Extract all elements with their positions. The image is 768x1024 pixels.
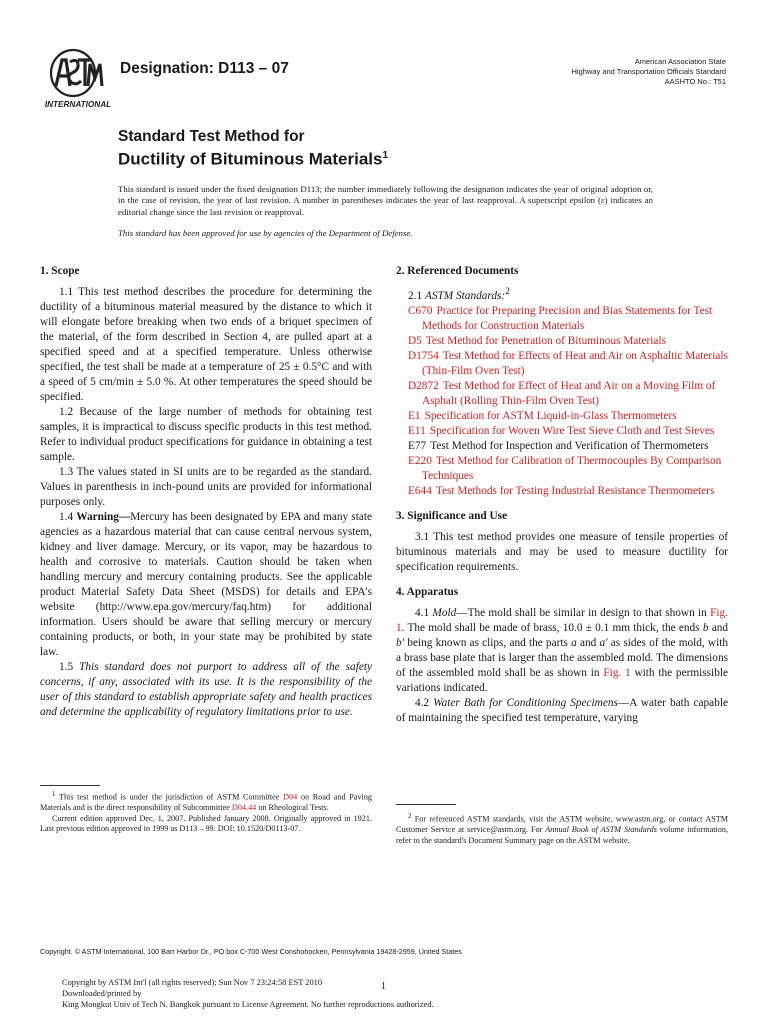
license-line: Downloaded/printed by	[62, 989, 142, 998]
aashto-block	[506, 57, 726, 87]
text: being known as clips, and the parts	[407, 636, 568, 649]
paragraph-1-1: 1.1 This test method describes the procedure for determining the ductility of a bituminous material measured by the distance to which it will elongate before breaking when two ends of a briquet specimen of the material, of the form described in Section 4, are pulled apart at a specified speed and at a specified temperature. Unless otherwise specified, the test shall be made at a temperature of 25 ± 0.5°C and with a speed of 5 cm/min ± 5.0 %. At other temperatures the speed should be specified.	[40, 286, 372, 403]
reference-item	[396, 454, 728, 484]
safety-notice: This standard does not purport to address all of the safety concerns, if any, associated with its use. It is the responsibility of the user of this standard to establish appropriate safety and health practices and determine the applicability of regulatory limitations prior to use.	[40, 661, 372, 718]
footnote-text: on Rheological Tests.	[258, 803, 329, 813]
footnote-1	[40, 790, 372, 835]
text: volume information, refer to the standard's Document Summary page on the ASTM website.	[396, 825, 729, 845]
text: with the permissible variations indicated.	[396, 666, 728, 694]
para-number: 1.5	[59, 661, 74, 673]
astm-standards-label	[396, 285, 728, 304]
issued-notice: This standard is issued under the fixed designation D113; the number immediately following the designation indicates the year of original adoption or, in the case of revision, the year of last revision. A number in parentheses indicates the year of last reapproval. A superscript epsilon (ε) indicates an editorial change since the last revision or reapproval.	[118, 184, 653, 217]
reference-code[interactable]: D5	[408, 334, 422, 347]
text: For referenced ASTM standards, visit the ASTM website, www.astm.org, or contact ASTM Customer Service at service@astm.org. For	[396, 814, 729, 835]
reference-code[interactable]: D1754	[408, 349, 439, 362]
text: and	[579, 636, 597, 649]
paragraph-1-2: 1.2 Because of the large number of methods for obtaining test samples, it is impractical to discuss specific products in this test method. Refer to individual product specifications for guidance in obtaining a test sample.	[40, 406, 372, 463]
para-number: 4.1	[415, 606, 430, 619]
reference-item	[396, 379, 728, 409]
paragraph-4-1	[396, 606, 728, 696]
para-number: 1.4	[59, 511, 74, 523]
reference-title[interactable]: Specification for Woven Wire Test Sieve Cloth and Test Sieves	[429, 424, 715, 437]
license-line: Copyright by ASTM Int'l (all rights reserved); Sun Nov 7 23:24:58 EST 2010	[62, 978, 323, 987]
figure-link[interactable]: Fig. 1	[603, 666, 631, 679]
committee-link[interactable]: D04	[283, 792, 298, 802]
para-number: 4.2	[415, 696, 430, 709]
subcommittee-link[interactable]: D04.44	[231, 803, 257, 813]
para-number: 2.1	[408, 289, 423, 302]
reference-item	[396, 484, 728, 499]
text: . The mold shall be made of brass, 10.0 ± 0.1 mm thick, the ends	[401, 621, 700, 634]
reference-code[interactable]: E1	[408, 409, 421, 422]
reference-title[interactable]: Specification for ASTM Liquid-in-Glass Thermometers	[424, 409, 677, 422]
footnote-2	[396, 812, 728, 846]
text: and	[711, 621, 728, 634]
reference-item	[396, 424, 728, 439]
warning-text: Mercury has been designated by EPA and many state agencies as a hazardous material that can cause central nervous system, kidney and liver damage. Mercury, or its vapor, may be hazardous to health and corrosive to materials. Caution should be taken when handling mercury and mercury containing products. See the applicable product Material Safety Data Sheet (MSDS) for details and EPA's website (http://www.epa.gov/mercury/faq.htm) for additional information. Users should be aware that selling mercury or mercury containing products, or both, in your state may be prohibited by state law.	[40, 511, 372, 658]
title-line-2	[118, 146, 388, 170]
paragraph-3-1: 3.1 This test method provides one measure of tensile properties of bituminous materials and may be used to measure ductility for specification requirements.	[396, 530, 728, 573]
figure-link[interactable]: Fig. 1	[396, 606, 728, 634]
section-heading-significance: 3. Significance and Use	[396, 509, 508, 522]
mold-label: Mold	[432, 606, 457, 619]
paragraph-4-2	[396, 696, 728, 726]
reference-list	[396, 304, 728, 499]
reference-title: Test Method for Inspection and Verification of Thermometers	[430, 439, 709, 452]
var-a-prime: a′	[599, 636, 608, 649]
reference-item	[396, 439, 728, 454]
footnote-text: on Road and Paving Materials and is the direct responsibility of Subcommittee	[40, 792, 373, 813]
sub-label: ASTM Standards:	[424, 289, 506, 302]
paragraph-1-4	[40, 510, 372, 660]
footnote-rule-right	[396, 804, 456, 805]
reference-code: E77	[408, 439, 427, 452]
dod-approval: This standard has been approved for use by agencies of the Department of Defense.	[118, 228, 413, 238]
section-heading-referenced: 2. Referenced Documents	[396, 265, 519, 277]
footnote-rule-left	[40, 785, 100, 786]
aashto-line: AASHTO No.: T51	[664, 77, 726, 86]
astm-logo	[40, 48, 116, 110]
warning-label: Warning—	[76, 511, 131, 523]
reference-code[interactable]: D2872	[408, 379, 439, 392]
copyright-line: Copyright. © ASTM International, 100 Barr Harbor Dr., PO box C-700 West Conshohocken, Pennsylvania 19428-2959, United States	[40, 947, 462, 956]
aashto-line: American Association State	[634, 57, 726, 66]
logo-wordmark: INTERNATIONAL	[44, 100, 112, 109]
footnote-mark: 1	[52, 791, 56, 798]
paragraph-1-3: 1.3 The values stated in SI units are to be regarded as the standard. Values in parenthesis in inch-pound units are provided for informational purposes only.	[40, 466, 372, 508]
reference-code[interactable]: C670	[408, 304, 433, 317]
annual-book-title: Annual Book of ASTM Standards	[545, 825, 657, 835]
title-footnote-mark: 1	[382, 150, 389, 161]
var-b: b	[702, 621, 709, 634]
reference-title[interactable]: Test Method for Effect of Heat and Air on a Moving Film of Asphalt (Rolling Thin-Film Oven Test)	[422, 379, 716, 407]
text: as sides of the mold, with a brass base plate that is larger than the assembled mold. The dimensions of the assembled mold shall be as shown in	[396, 636, 729, 679]
text: —A water bath capable of maintaining the specified test temperature, varying	[396, 696, 728, 724]
title-text: Ductility of Bituminous Materials	[118, 149, 383, 169]
section-heading-apparatus: 4. Apparatus	[396, 585, 459, 598]
reference-title[interactable]: Test Method for Penetration of Bituminous Materials	[425, 334, 666, 347]
footnote-1-jurisdiction	[40, 790, 372, 814]
right-column	[396, 264, 728, 726]
page-number: 1	[381, 981, 386, 992]
footnote-mark: 2	[408, 813, 412, 820]
var-a: a	[571, 636, 577, 649]
section-heading-scope: 1. Scope	[40, 265, 80, 277]
footnote-2-text	[396, 812, 728, 846]
water-bath-label: Water Bath for Conditioning Specimens	[433, 696, 618, 709]
reference-title[interactable]: Test Methods for Testing Industrial Resistance Thermometers	[435, 484, 715, 497]
reference-code[interactable]: E220	[408, 454, 432, 467]
reference-title[interactable]: Test Method for Calibration of Thermocouples By Comparison Techniques	[422, 454, 722, 482]
reference-item	[396, 409, 728, 424]
license-line: King Mongkut Univ of Tech N. Bangkok pursuant to License Agreement. No further reproductions authorized.	[62, 1000, 434, 1009]
footnote-text: This test method is under the jurisdiction of ASTM Committee	[58, 792, 280, 802]
reference-code[interactable]: E11	[408, 424, 426, 437]
license-block	[62, 977, 434, 1010]
reference-item	[396, 304, 728, 334]
var-b-prime: b′	[396, 636, 405, 649]
paragraph-1-5	[40, 660, 372, 720]
title-line-1: Standard Test Method for	[118, 128, 305, 145]
footnote-1-edition: Current edition approved Dec. 1, 2007. Published January 2008. Originally approved in 1921. Last previous edition approved in 1999 as D113 – 99. DOI: 10.1520/D0113-07.	[40, 813, 372, 834]
reference-code[interactable]: E644	[408, 484, 432, 497]
text: —The mold shall be similar in design to that shown in	[456, 606, 707, 619]
reference-title[interactable]: Test Method for Effects of Heat and Air on Asphaltic Materials (Thin-Film Oven Test)	[422, 349, 728, 377]
aashto-line: Highway and Transportation Officials Standard	[571, 67, 726, 76]
left-column	[40, 264, 372, 720]
reference-item	[396, 349, 728, 379]
reference-title[interactable]: Practice for Preparing Precision and Bias Statements for Test Methods for Construction Materials	[422, 304, 713, 332]
designation: Designation: D113 – 07	[120, 60, 289, 77]
reference-item	[396, 334, 728, 349]
footnote-mark: 2	[505, 287, 510, 297]
